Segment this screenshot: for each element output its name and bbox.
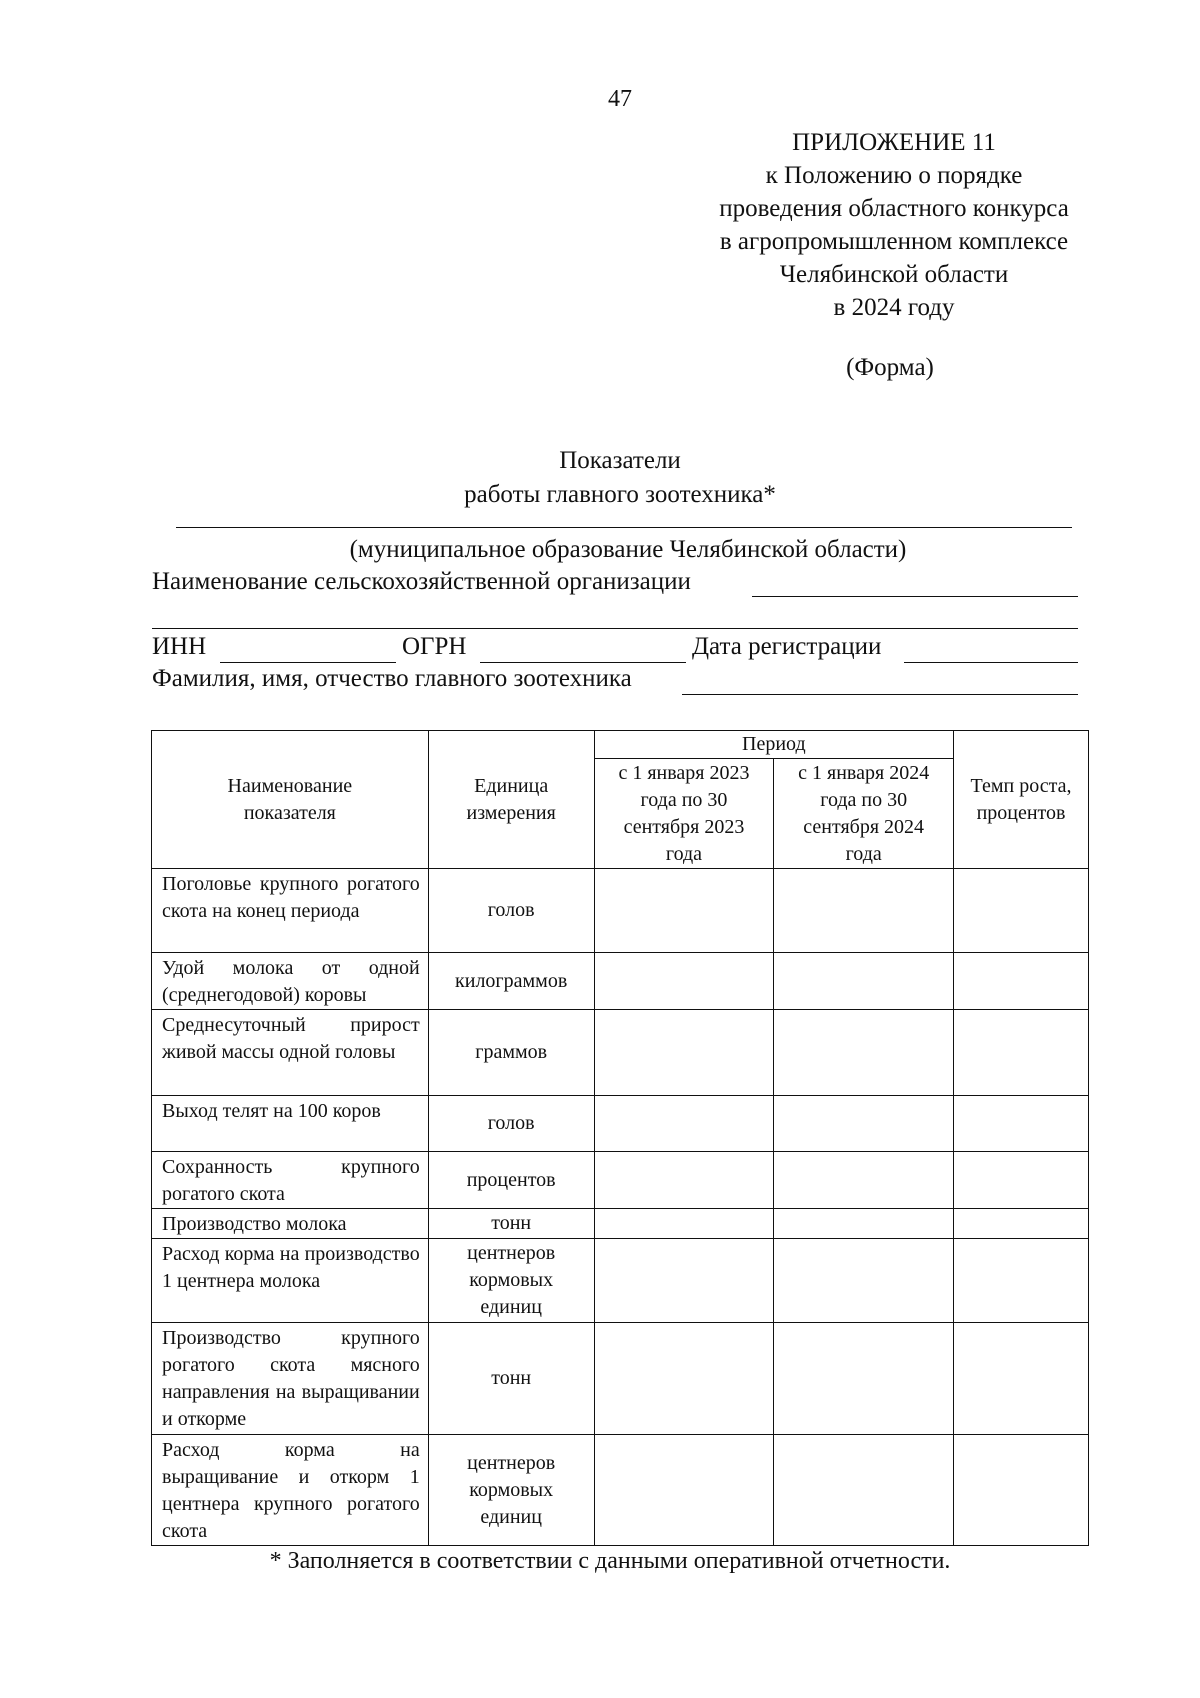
growth-cell[interactable] — [954, 1209, 1089, 1239]
zootechnician-blank-line[interactable] — [682, 694, 1078, 695]
growth-cell[interactable] — [954, 1435, 1089, 1546]
appendix-header — [574, 126, 1200, 324]
inn-label: ИНН — [152, 633, 207, 660]
table-row — [152, 1010, 1089, 1096]
reg-date-blank-line[interactable] — [904, 662, 1078, 663]
value-cell-2024[interactable] — [774, 1010, 954, 1096]
header-growth: Темп роста, процентов — [954, 731, 1089, 869]
indicators-table — [151, 730, 1089, 1546]
table-row — [152, 953, 1089, 1010]
growth-cell[interactable] — [954, 1323, 1089, 1435]
indicator-name: Производство молока — [152, 1209, 429, 1239]
growth-cell[interactable] — [954, 869, 1089, 953]
header-period-2024: с 1 января 2024 года по 30 сентября 2024 года — [774, 759, 954, 869]
value-cell-2023[interactable] — [594, 1152, 774, 1209]
value-cell-2024[interactable] — [774, 1152, 954, 1209]
municipality-blank-line[interactable] — [176, 527, 1072, 528]
indicator-name: Расход корма на производство 1 центнера молока — [152, 1239, 429, 1323]
header-period: Период — [594, 731, 953, 759]
indicator-unit: центнеров кормовых единиц — [428, 1435, 594, 1546]
growth-cell[interactable] — [954, 1096, 1089, 1152]
indicator-name: Расход корма на выращивание и откорм 1 центнера крупного рогатого скота — [152, 1435, 429, 1546]
value-cell-2023[interactable] — [594, 1323, 774, 1435]
title-line-2: работы главного зоотехника* — [464, 481, 776, 508]
growth-cell[interactable] — [954, 1152, 1089, 1209]
reg-date-label: Дата регистрации — [692, 633, 882, 660]
header-period-2023: с 1 января 2023 года по 30 сентября 2023 года — [594, 759, 774, 869]
table-row — [152, 1239, 1089, 1323]
indicator-unit: голов — [428, 869, 594, 953]
appendix-line: проведения областного конкурса — [719, 195, 1069, 222]
document-title — [0, 444, 1200, 512]
organization-label: Наименование сельскохозяйственной организации — [152, 568, 691, 595]
value-cell-2023[interactable] — [594, 1096, 774, 1152]
header-unit: Единица измерения — [428, 731, 594, 869]
indicator-unit: тонн — [428, 1209, 594, 1239]
organization-blank-line[interactable] — [752, 596, 1078, 597]
appendix-line: Челябинской области — [779, 261, 1009, 288]
indicator-unit: тонн — [428, 1323, 594, 1435]
indicator-unit: голов — [428, 1096, 594, 1152]
indicator-name: Удой молока от одной (среднегодовой) коровы — [152, 953, 429, 1010]
value-cell-2024[interactable] — [774, 1323, 954, 1435]
ogrn-blank-line[interactable] — [480, 662, 686, 663]
value-cell-2024[interactable] — [774, 953, 954, 1010]
value-cell-2024[interactable] — [774, 1096, 954, 1152]
table-row — [152, 1323, 1089, 1435]
value-cell-2023[interactable] — [594, 1209, 774, 1239]
indicator-unit: центнеров кормовых единиц — [428, 1239, 594, 1323]
value-cell-2023[interactable] — [594, 869, 774, 953]
table-row — [152, 1152, 1089, 1209]
form-label: (Форма) — [846, 354, 934, 381]
growth-cell[interactable] — [954, 1010, 1089, 1096]
page-number: 47 — [608, 86, 632, 112]
inn-blank-line[interactable] — [220, 662, 396, 663]
table-row — [152, 1209, 1089, 1239]
table-row — [152, 1435, 1089, 1546]
appendix-line: к Положению о порядке — [765, 162, 1023, 189]
appendix-line: в агропромышленном комплексе — [719, 228, 1069, 255]
indicator-name: Выход телят на 100 коров — [152, 1096, 429, 1152]
value-cell-2023[interactable] — [594, 1435, 774, 1546]
growth-cell[interactable] — [954, 1239, 1089, 1323]
value-cell-2023[interactable] — [594, 953, 774, 1010]
indicator-unit: граммов — [428, 1010, 594, 1096]
appendix-line: в 2024 году — [833, 294, 955, 321]
municipality-caption: (муниципальное образование Челябинской области) — [349, 536, 907, 563]
footnote: * Заполняется в соответствии с данными оперативной отчетности. — [269, 1548, 951, 1574]
value-cell-2023[interactable] — [594, 1010, 774, 1096]
title-line-1: Показатели — [559, 447, 681, 474]
table-row — [152, 1096, 1089, 1152]
organization-blank-line-2[interactable] — [152, 628, 1078, 629]
value-cell-2024[interactable] — [774, 1209, 954, 1239]
indicator-name: Сохранность крупного рогатого скота — [152, 1152, 429, 1209]
value-cell-2024[interactable] — [774, 1239, 954, 1323]
indicator-unit: килограммов — [428, 953, 594, 1010]
value-cell-2024[interactable] — [774, 869, 954, 953]
growth-cell[interactable] — [954, 953, 1089, 1010]
table-row — [152, 869, 1089, 953]
value-cell-2024[interactable] — [774, 1435, 954, 1546]
indicator-name: Среднесуточный прирост живой массы одной головы — [152, 1010, 429, 1096]
indicator-unit: процентов — [428, 1152, 594, 1209]
zootechnician-label: Фамилия, имя, отчество главного зоотехника — [152, 665, 632, 692]
appendix-heading: ПРИЛОЖЕНИЕ 11 — [792, 129, 996, 156]
header-name: Наименование показателя — [152, 731, 429, 869]
value-cell-2023[interactable] — [594, 1239, 774, 1323]
indicator-name: Производство крупного рогатого скота мясного направления на выращивании и откорме — [152, 1323, 429, 1435]
indicator-name: Поголовье крупного рогатого скота на конец периода — [152, 869, 429, 953]
ogrn-label: ОГРН — [402, 633, 467, 660]
